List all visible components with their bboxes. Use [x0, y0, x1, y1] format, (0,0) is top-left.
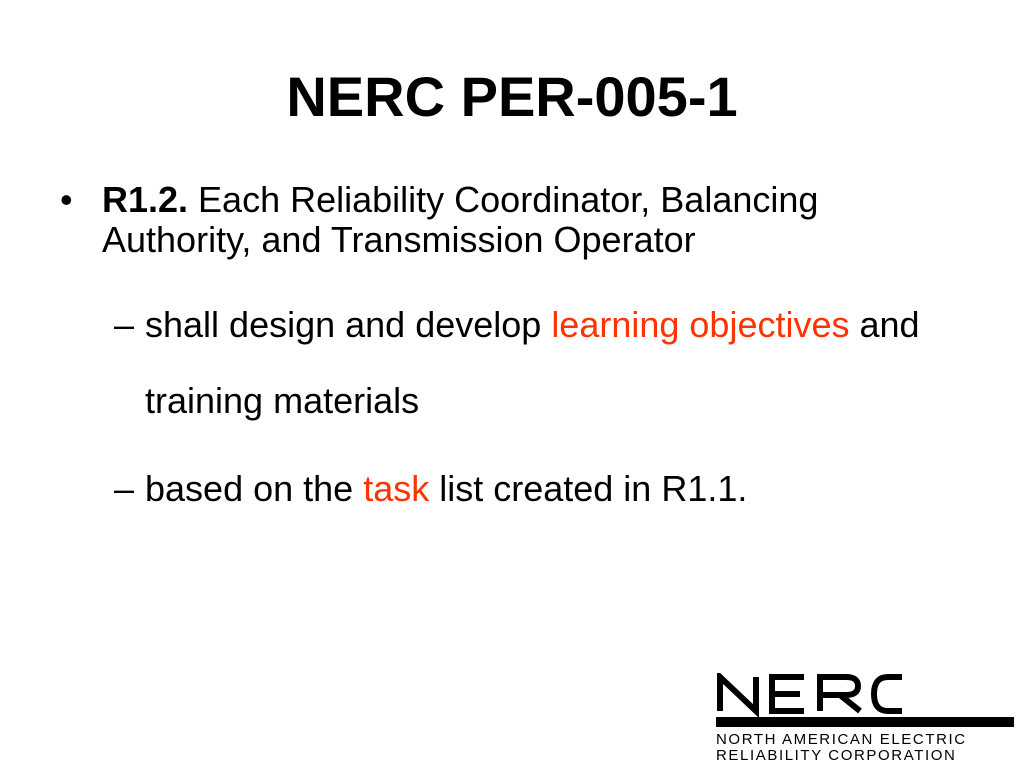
sub-bullet-text	[145, 287, 965, 439]
sub-text-before: shall design and develop	[145, 304, 552, 345]
highlight-task: task	[363, 468, 430, 509]
nerc-logo	[716, 673, 1014, 763]
slide-title: NERC PER-005-1	[286, 65, 738, 128]
sub-bullet-text	[145, 451, 965, 527]
requirement-label: R1.2.	[102, 179, 189, 220]
dash-marker: –	[114, 468, 135, 509]
logo-line-1: NORTH AMERICAN ELECTRIC	[716, 731, 967, 748]
sub-text-before: based on the	[145, 468, 364, 509]
bullet-marker: •	[60, 179, 73, 220]
sub-text-after: list created in R1.1.	[429, 468, 748, 509]
requirement-text: Each Reliability Coordinator, Balancing Authority, and Transmission Operator	[102, 179, 819, 260]
sub-text-after: and training materials	[145, 304, 920, 421]
logo-line-2: RELIABILITY CORPORATION	[716, 747, 957, 763]
dash-marker: –	[114, 304, 135, 345]
bullet-text	[102, 180, 952, 260]
highlight-learning-objectives: learning objectives	[551, 304, 850, 345]
nerc-wordmark-icon	[720, 677, 902, 711]
logo-bar	[716, 717, 1014, 727]
